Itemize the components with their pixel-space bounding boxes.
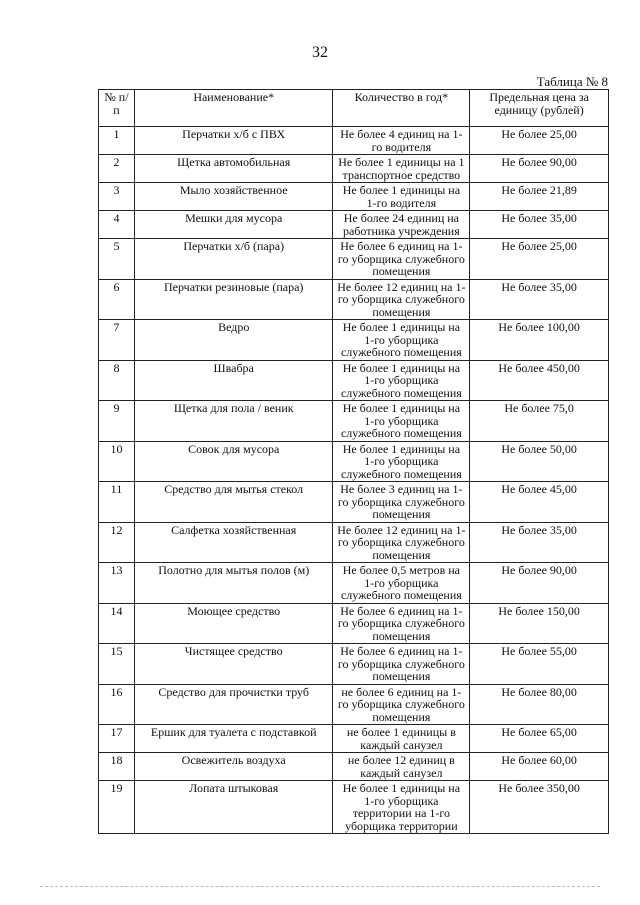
cell-qty: Не более 24 единиц на работника учреждения <box>333 211 470 239</box>
cell-name: Перчатки резиновые (пара) <box>134 279 333 320</box>
table-row <box>99 239 609 280</box>
header-price: Предельная цена за единицу (рублей) <box>470 90 609 127</box>
cell-num: 1 <box>99 127 135 155</box>
table-row <box>99 183 609 211</box>
cell-num: 11 <box>99 482 135 523</box>
table-row <box>99 155 609 183</box>
cell-price: Не более 150,00 <box>470 603 609 644</box>
cell-price: Не более 450,00 <box>470 360 609 401</box>
cell-price: Не более 90,00 <box>470 155 609 183</box>
cell-qty: Не более 1 единицы на 1-го водителя <box>333 183 470 211</box>
table-row <box>99 644 609 685</box>
cell-qty: Не более 6 единиц на 1-го уборщика служебного помещения <box>333 603 470 644</box>
cell-num: 17 <box>99 725 135 753</box>
table-row <box>99 320 609 361</box>
cell-num: 14 <box>99 603 135 644</box>
table-row <box>99 684 609 725</box>
table-header-row <box>99 90 609 127</box>
cell-qty: не более 1 единицы в каждый санузел <box>333 725 470 753</box>
cell-name: Чистящее средство <box>134 644 333 685</box>
cell-name: Мыло хозяйственное <box>134 183 333 211</box>
cell-qty: Не более 6 единиц на 1-го уборщика служебного помещения <box>333 239 470 280</box>
table-row <box>99 211 609 239</box>
table-row <box>99 482 609 523</box>
header-num: № п/п <box>99 90 135 127</box>
cell-name: Швабра <box>134 360 333 401</box>
table-row <box>99 753 609 781</box>
cell-num: 8 <box>99 360 135 401</box>
cell-name: Моющее средство <box>134 603 333 644</box>
cell-price: Не более 35,00 <box>470 211 609 239</box>
cell-qty: Не более 3 единиц на 1-го уборщика служебного помещения <box>333 482 470 523</box>
table-row <box>99 441 609 482</box>
cell-price: Не более 90,00 <box>470 563 609 604</box>
cell-name: Средство для мытья стекол <box>134 482 333 523</box>
cell-name: Освежитель воздуха <box>134 753 333 781</box>
cell-name: Салфетка хозяйственная <box>134 522 333 563</box>
cell-qty: Не более 6 единиц на 1-го уборщика служебного помещения <box>333 644 470 685</box>
cell-price: Не более 50,00 <box>470 441 609 482</box>
cell-num: 4 <box>99 211 135 239</box>
cell-num: 9 <box>99 401 135 442</box>
cell-qty: Не более 1 единицы на 1-го уборщика служебного помещения <box>333 320 470 361</box>
header-qty: Количество в год* <box>333 90 470 127</box>
cell-num: 2 <box>99 155 135 183</box>
table-row <box>99 522 609 563</box>
cell-price: Не более 35,00 <box>470 522 609 563</box>
footer-divider <box>40 886 600 888</box>
cell-num: 13 <box>99 563 135 604</box>
cell-qty: Не более 12 единиц на 1-го уборщика служебного помещения <box>333 279 470 320</box>
cell-num: 6 <box>99 279 135 320</box>
cell-qty: Не более 1 единицы на 1-го уборщика служебного помещения <box>333 401 470 442</box>
cell-price: Не более 25,00 <box>470 239 609 280</box>
cell-qty: Не более 1 единицы на 1-го уборщика служебного помещения <box>333 441 470 482</box>
cell-num: 7 <box>99 320 135 361</box>
cell-num: 19 <box>99 781 135 834</box>
cell-qty: Не более 12 единиц на 1-го уборщика служебного помещения <box>333 522 470 563</box>
cell-name: Совок для мусора <box>134 441 333 482</box>
cell-qty: Не более 4 единиц на 1-го водителя <box>333 127 470 155</box>
cell-num: 15 <box>99 644 135 685</box>
supplies-table <box>98 89 609 834</box>
cell-price: Не более 45,00 <box>470 482 609 523</box>
cell-price: Не более 75,0 <box>470 401 609 442</box>
table-row <box>99 603 609 644</box>
table-row <box>99 563 609 604</box>
cell-price: Не более 25,00 <box>470 127 609 155</box>
header-name: Наименование* <box>134 90 333 127</box>
table-row <box>99 127 609 155</box>
cell-qty: Не более 1 единицы на 1-го уборщика территории на 1-го уборщика территории <box>333 781 470 834</box>
cell-num: 18 <box>99 753 135 781</box>
cell-num: 16 <box>99 684 135 725</box>
page-number: 32 <box>312 44 328 61</box>
cell-name: Перчатки х/б (пара) <box>134 239 333 280</box>
cell-name: Мешки для мусора <box>134 211 333 239</box>
table-caption: Таблица № 8 <box>536 74 608 89</box>
cell-name: Средство для прочистки труб <box>134 684 333 725</box>
cell-price: Не более 100,00 <box>470 320 609 361</box>
cell-num: 3 <box>99 183 135 211</box>
cell-qty: Не более 1 единицы на 1 транспортное средство <box>333 155 470 183</box>
table-row <box>99 279 609 320</box>
cell-num: 10 <box>99 441 135 482</box>
table-row <box>99 725 609 753</box>
cell-qty: не более 6 единиц на 1-го уборщика служебного помещения <box>333 684 470 725</box>
cell-name: Щетка автомобильная <box>134 155 333 183</box>
cell-num: 12 <box>99 522 135 563</box>
cell-price: Не более 21,89 <box>470 183 609 211</box>
cell-name: Лопата штыковая <box>134 781 333 834</box>
cell-price: Не более 60,00 <box>470 753 609 781</box>
cell-num: 5 <box>99 239 135 280</box>
cell-name: Ершик для туалета с подставкой <box>134 725 333 753</box>
cell-name: Перчатки х/б с ПВХ <box>134 127 333 155</box>
cell-name: Щетка для пола / веник <box>134 401 333 442</box>
table-row <box>99 781 609 834</box>
cell-price: Не более 35,00 <box>470 279 609 320</box>
table-row <box>99 401 609 442</box>
cell-price: Не более 65,00 <box>470 725 609 753</box>
table-row <box>99 360 609 401</box>
cell-name: Ведро <box>134 320 333 361</box>
cell-price: Не более 55,00 <box>470 644 609 685</box>
cell-qty: не более 12 единиц в каждый санузел <box>333 753 470 781</box>
cell-qty: Не более 0,5 метров на 1-го уборщика служебного помещения <box>333 563 470 604</box>
cell-name: Полотно для мытья полов (м) <box>134 563 333 604</box>
cell-price: Не более 80,00 <box>470 684 609 725</box>
cell-qty: Не более 1 единицы на 1-го уборщика служебного помещения <box>333 360 470 401</box>
cell-price: Не более 350,00 <box>470 781 609 834</box>
